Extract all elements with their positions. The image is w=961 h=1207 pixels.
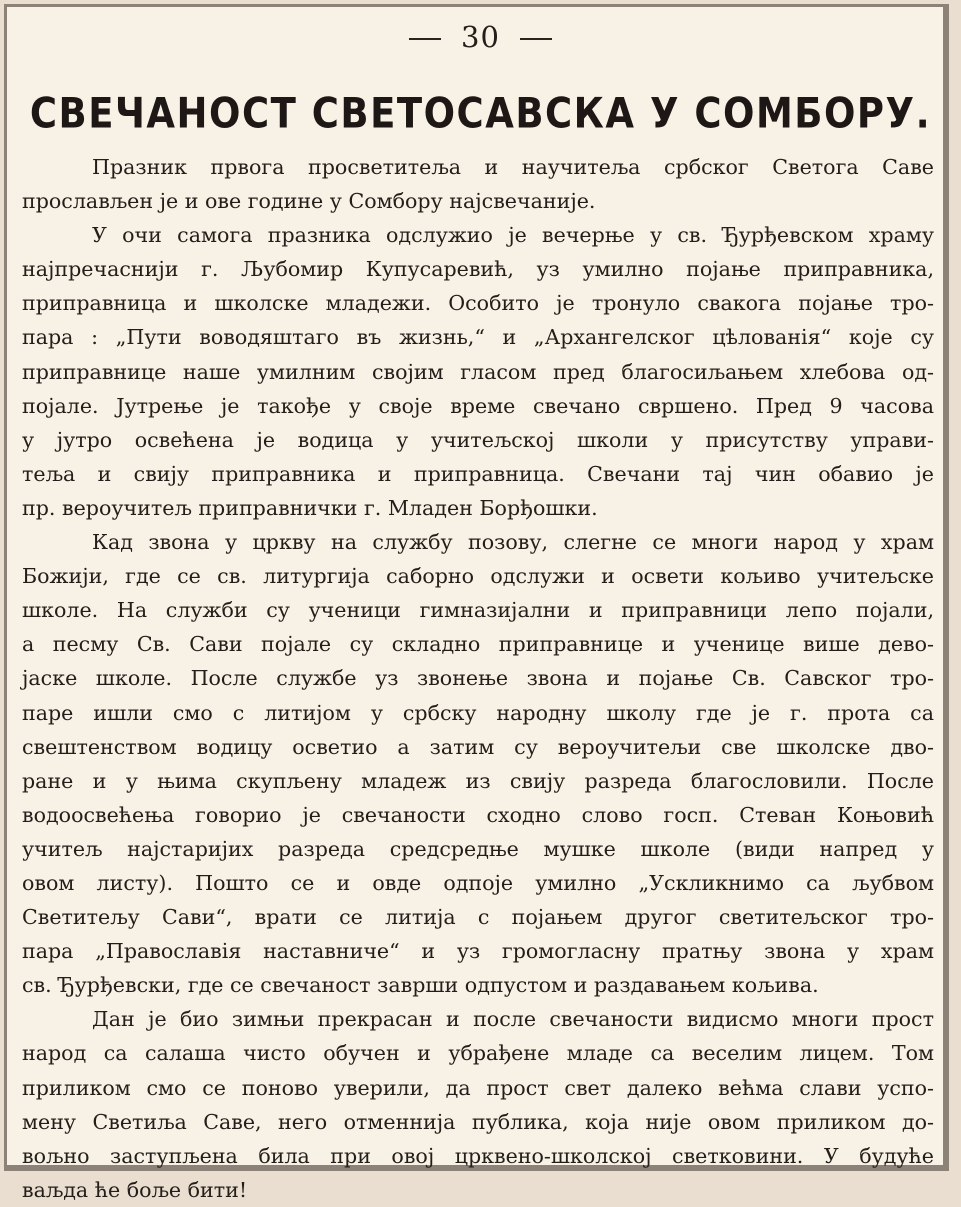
text-line: вољно заступљена била при овој црквено-школској светковини. У будуће xyxy=(22,1143,934,1168)
text-line: ране и у њима скупљену младеж из свију разреда благословили. После xyxy=(22,768,934,793)
page-number: 30 xyxy=(461,20,500,54)
text-line: У очи самога празника одслужио је вечерње у св. Ђурђевском храму xyxy=(92,223,934,248)
text-line: Празник првога просветитеља и научитеља србског Светога Саве xyxy=(92,155,934,179)
text-line: свештенством водицу осветио а затим су вероучитељи све школске дво- xyxy=(22,734,934,759)
text-line: мену Светиља Саве, него отменнија публика, која није овом приликом до- xyxy=(22,1109,934,1134)
header-dash-left xyxy=(409,38,441,40)
article-body xyxy=(22,150,934,1207)
text-line: приправнице наше умилним својим гласом пред благосиљањем хлебова од- xyxy=(22,359,934,384)
text-line: Светитељу Сави“, врати се литија с појањем другог светитељског тро- xyxy=(22,905,934,930)
text-line: најпречаснији г. Љубомир Купусаревић, уз умилно појање приправника, xyxy=(22,257,934,282)
text-line: Кад звона у цркву на службу позову, слегне се многи народ у храм xyxy=(92,530,934,555)
text-line: Божији, где се св. литургија саборно одслужи и освети кољиво учитељске xyxy=(22,564,934,589)
page-header xyxy=(0,20,961,54)
text-line: пара : „Пути воводяштаго въ жизнь,“ и „Архангелског цѣлованія“ које су xyxy=(22,325,934,350)
text-line: Дан је био зимњи прекрасан и после свечаности видисмо многи прост xyxy=(92,1007,934,1032)
text-line: у јутро освећена је водица у учитељској школи у присутству управи- xyxy=(22,427,934,452)
text-line: приликом смо се поново уверили, да прост свет далеко већма слави успо- xyxy=(22,1075,934,1100)
text-line: приправница и школске младежи. Особито је тронуло свакога појање тро- xyxy=(22,291,934,316)
text-line: водоосвећења говорио је свечаности сходно слово госп. Стеван Коњовић xyxy=(22,802,934,827)
text-line: а песму Св. Сави појале су складно приправнице и ученице више дево- xyxy=(22,632,934,657)
text-line: учитељ најстаријих разреда средсредње мушке школе (види напред у xyxy=(22,836,934,861)
text-line: пара „Православія наставниче“ и уз громогласну пратњу звона у храм xyxy=(22,939,934,964)
text-line: св. Ђурђевски, где се свечаност заврши одпустом и раздавањем кољива. xyxy=(22,973,819,998)
article-title: СВЕЧАНОСТ СВЕТОСАВСКА У СОМБОРУ. xyxy=(29,89,932,138)
text-line: јаске школе. После службе уз звонење звона и појање Св. Савског тро- xyxy=(22,666,934,691)
text-line: појале. Јутрење је такође у своје време свечано свршено. Пред 9 часова xyxy=(22,393,934,418)
text-line: пр. вероучитељ приправнички г. Младен Борђошки. xyxy=(22,495,598,520)
text-line: теља и свију приправника и приправница. Свечани тај чин обавио је xyxy=(22,461,934,486)
text-line: школе. На служби су ученици гимназијални и приправници лепо појали, xyxy=(22,598,934,623)
text-line: овом листу). Пошто се и овде одпоје умилно „Ускликнимо са љубвом xyxy=(22,870,934,895)
text-line: ваљда ће боље бити! xyxy=(22,1177,248,1202)
text-line: паре ишли смо с литијом у србску народну школу где је г. прота са xyxy=(22,700,934,725)
text-line: народ са салаша чисто обучен и убрађене младе са веселим лицем. Том xyxy=(22,1041,934,1066)
text-line: прослављен је и ове године у Сомбору најсвечаније. xyxy=(22,189,596,214)
header-dash-right xyxy=(520,38,552,40)
